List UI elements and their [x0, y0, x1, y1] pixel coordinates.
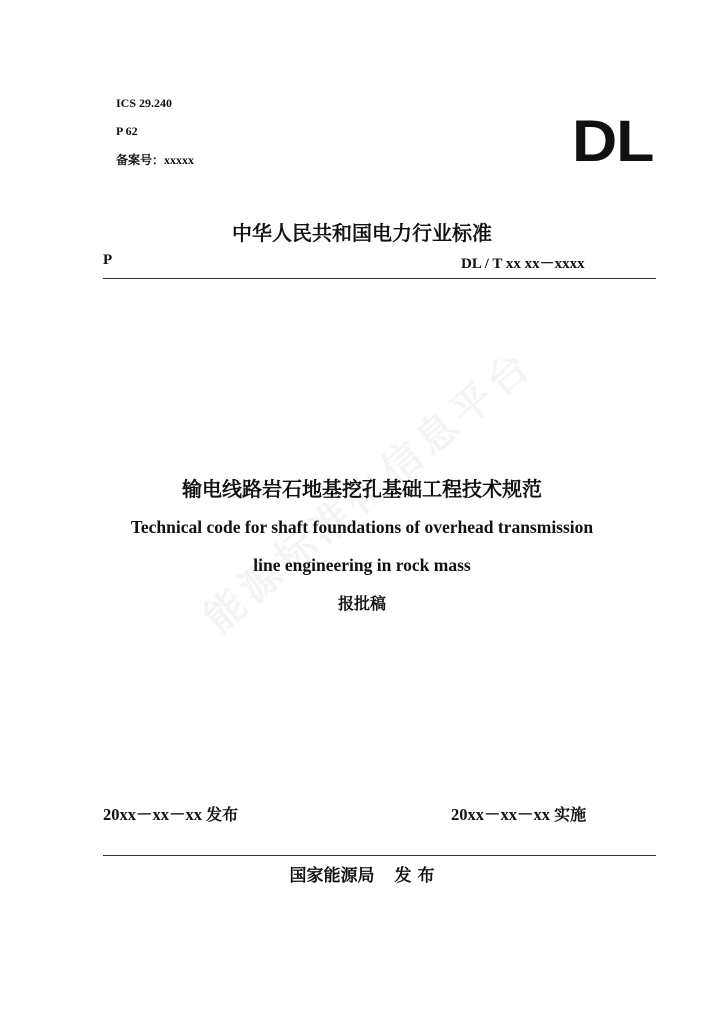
issue-date: [103, 803, 238, 827]
implement-label: 实施: [554, 805, 587, 824]
dl-logo: DL: [572, 109, 654, 174]
document-title-en-line1: Technical code for shaft foundations of overhead transmission: [130, 517, 594, 537]
category-letter: P: [103, 252, 113, 268]
document-title-en-line2: line engineering in rock mass: [253, 555, 471, 575]
standard-code-row: [103, 252, 656, 272]
draft-stage: 报批稿: [337, 594, 386, 613]
record-label: 备案号：: [116, 153, 165, 167]
industry-standard-title: 中华人民共和国电力行业标准: [232, 221, 492, 245]
issue-label: 发布: [206, 805, 239, 824]
record-value: xxxxx: [164, 153, 195, 167]
issue-date-value: 20xx－xx－xx: [103, 805, 202, 824]
implement-date: [451, 803, 586, 827]
standard-code: DL / T xx xx－xxxx: [461, 256, 585, 272]
implement-date-value: 20xx－xx－xx: [451, 805, 550, 824]
publish-label: 发 布: [394, 866, 435, 886]
header-divider: [103, 278, 656, 279]
ics-code: ICS 29.240: [116, 96, 173, 110]
record-number: [116, 153, 194, 167]
document-title-cn: 输电线路岩石地基挖孔基础工程技术规范: [182, 477, 542, 501]
publisher-line: [0, 864, 724, 888]
footer-divider: [103, 855, 656, 856]
publisher-name: 国家能源局: [289, 866, 375, 886]
category-code: P 62: [116, 124, 138, 138]
